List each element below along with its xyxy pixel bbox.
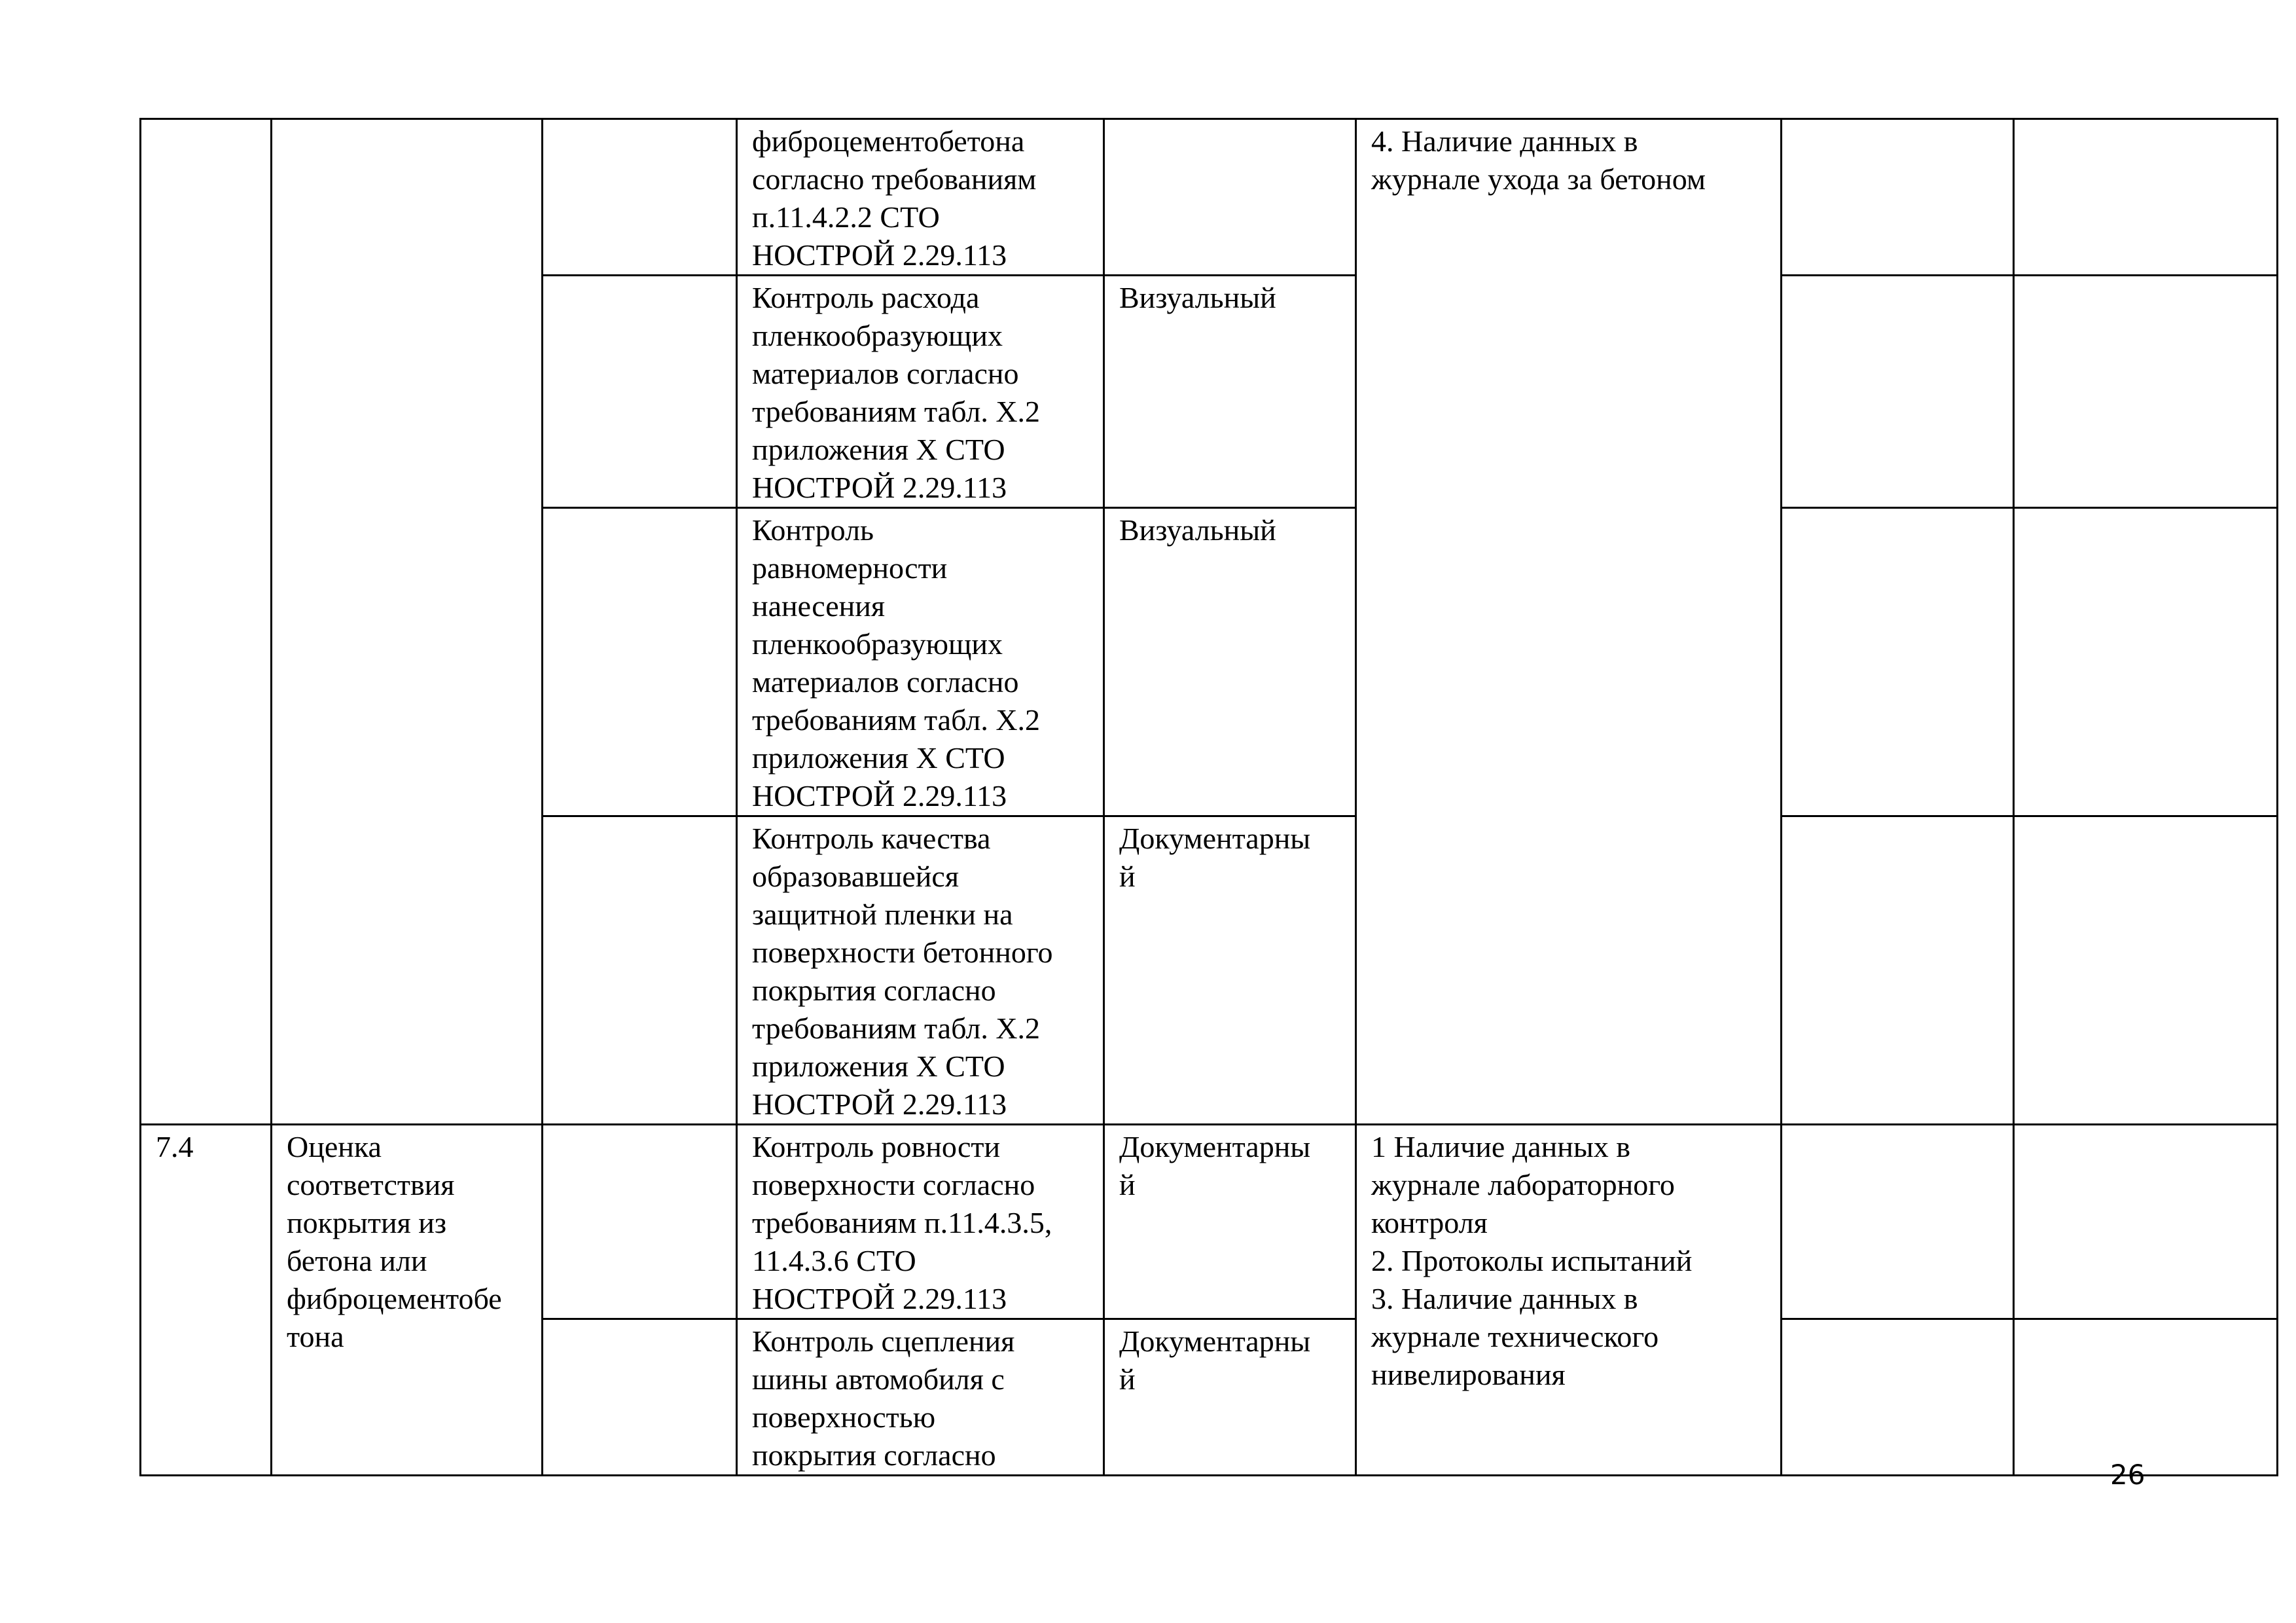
cell-empty — [2014, 276, 2278, 508]
cell-empty — [543, 1125, 737, 1319]
cell-control-type — [1104, 119, 1356, 276]
cell-empty — [543, 816, 737, 1125]
cell-stage — [272, 119, 543, 1125]
cell-criterion: Контроль ровности поверхности согласно требованиям п.11.4.3.5, 11.4.3.6 СТО НОСТРОЙ 2.29.113 — [737, 1125, 1104, 1319]
cell-empty — [2014, 1125, 2278, 1319]
cell-number — [141, 119, 272, 1125]
cell-empty — [1782, 1125, 2014, 1319]
cell-empty — [543, 508, 737, 816]
cell-stage: Оценка соответствия покрытия из бетона или фиброцементобе тона — [272, 1125, 543, 1476]
cell-empty — [543, 276, 737, 508]
table-row — [141, 119, 2278, 276]
cell-number: 7.4 — [141, 1125, 272, 1476]
cell-empty — [1782, 276, 2014, 508]
cell-documents: 4. Наличие данных в журнале ухода за бетоном — [1356, 119, 1782, 1125]
cell-criterion: фиброцементобетона согласно требованиям п.11.4.2.2 СТО НОСТРОЙ 2.29.113 — [737, 119, 1104, 276]
cell-control-type: Документарны й — [1104, 1319, 1356, 1476]
cell-criterion: Контроль качества образовавшейся защитной пленки на поверхности бетонного покрытия согласно требованиям табл. Х.2 приложения Х СТО НОСТРОЙ 2.29.113 — [737, 816, 1104, 1125]
page-number: 26 — [2110, 1459, 2145, 1491]
cell-empty — [2014, 1319, 2278, 1476]
cell-empty — [1782, 119, 2014, 276]
cell-control-type: Документарны й — [1104, 1125, 1356, 1319]
cell-control-type: Визуальный — [1104, 508, 1356, 816]
cell-control-type: Визуальный — [1104, 276, 1356, 508]
table-row — [141, 1125, 2278, 1319]
cell-empty — [2014, 119, 2278, 276]
cell-empty — [1782, 508, 2014, 816]
control-table — [139, 118, 2278, 1476]
cell-documents: 1 Наличие данных в журнале лабораторного контроля 2. Протоколы испытаний 3. Наличие данных в журнале технического нивелирования — [1356, 1125, 1782, 1476]
cell-empty — [2014, 508, 2278, 816]
cell-empty — [1782, 816, 2014, 1125]
cell-criterion: Контроль расхода пленкообразующих материалов согласно требованиям табл. Х.2 приложения Х СТО НОСТРОЙ 2.29.113 — [737, 276, 1104, 508]
cell-empty — [2014, 816, 2278, 1125]
cell-empty — [543, 119, 737, 276]
cell-criterion: Контроль сцепления шины автомобиля с поверхностью покрытия согласно — [737, 1319, 1104, 1476]
cell-empty — [1782, 1319, 2014, 1476]
cell-empty — [543, 1319, 737, 1476]
cell-control-type: Документарны й — [1104, 816, 1356, 1125]
cell-criterion: Контроль равномерности нанесения пленкообразующих материалов согласно требованиям табл. Х.2 приложения Х СТО НОСТРОЙ 2.29.113 — [737, 508, 1104, 816]
